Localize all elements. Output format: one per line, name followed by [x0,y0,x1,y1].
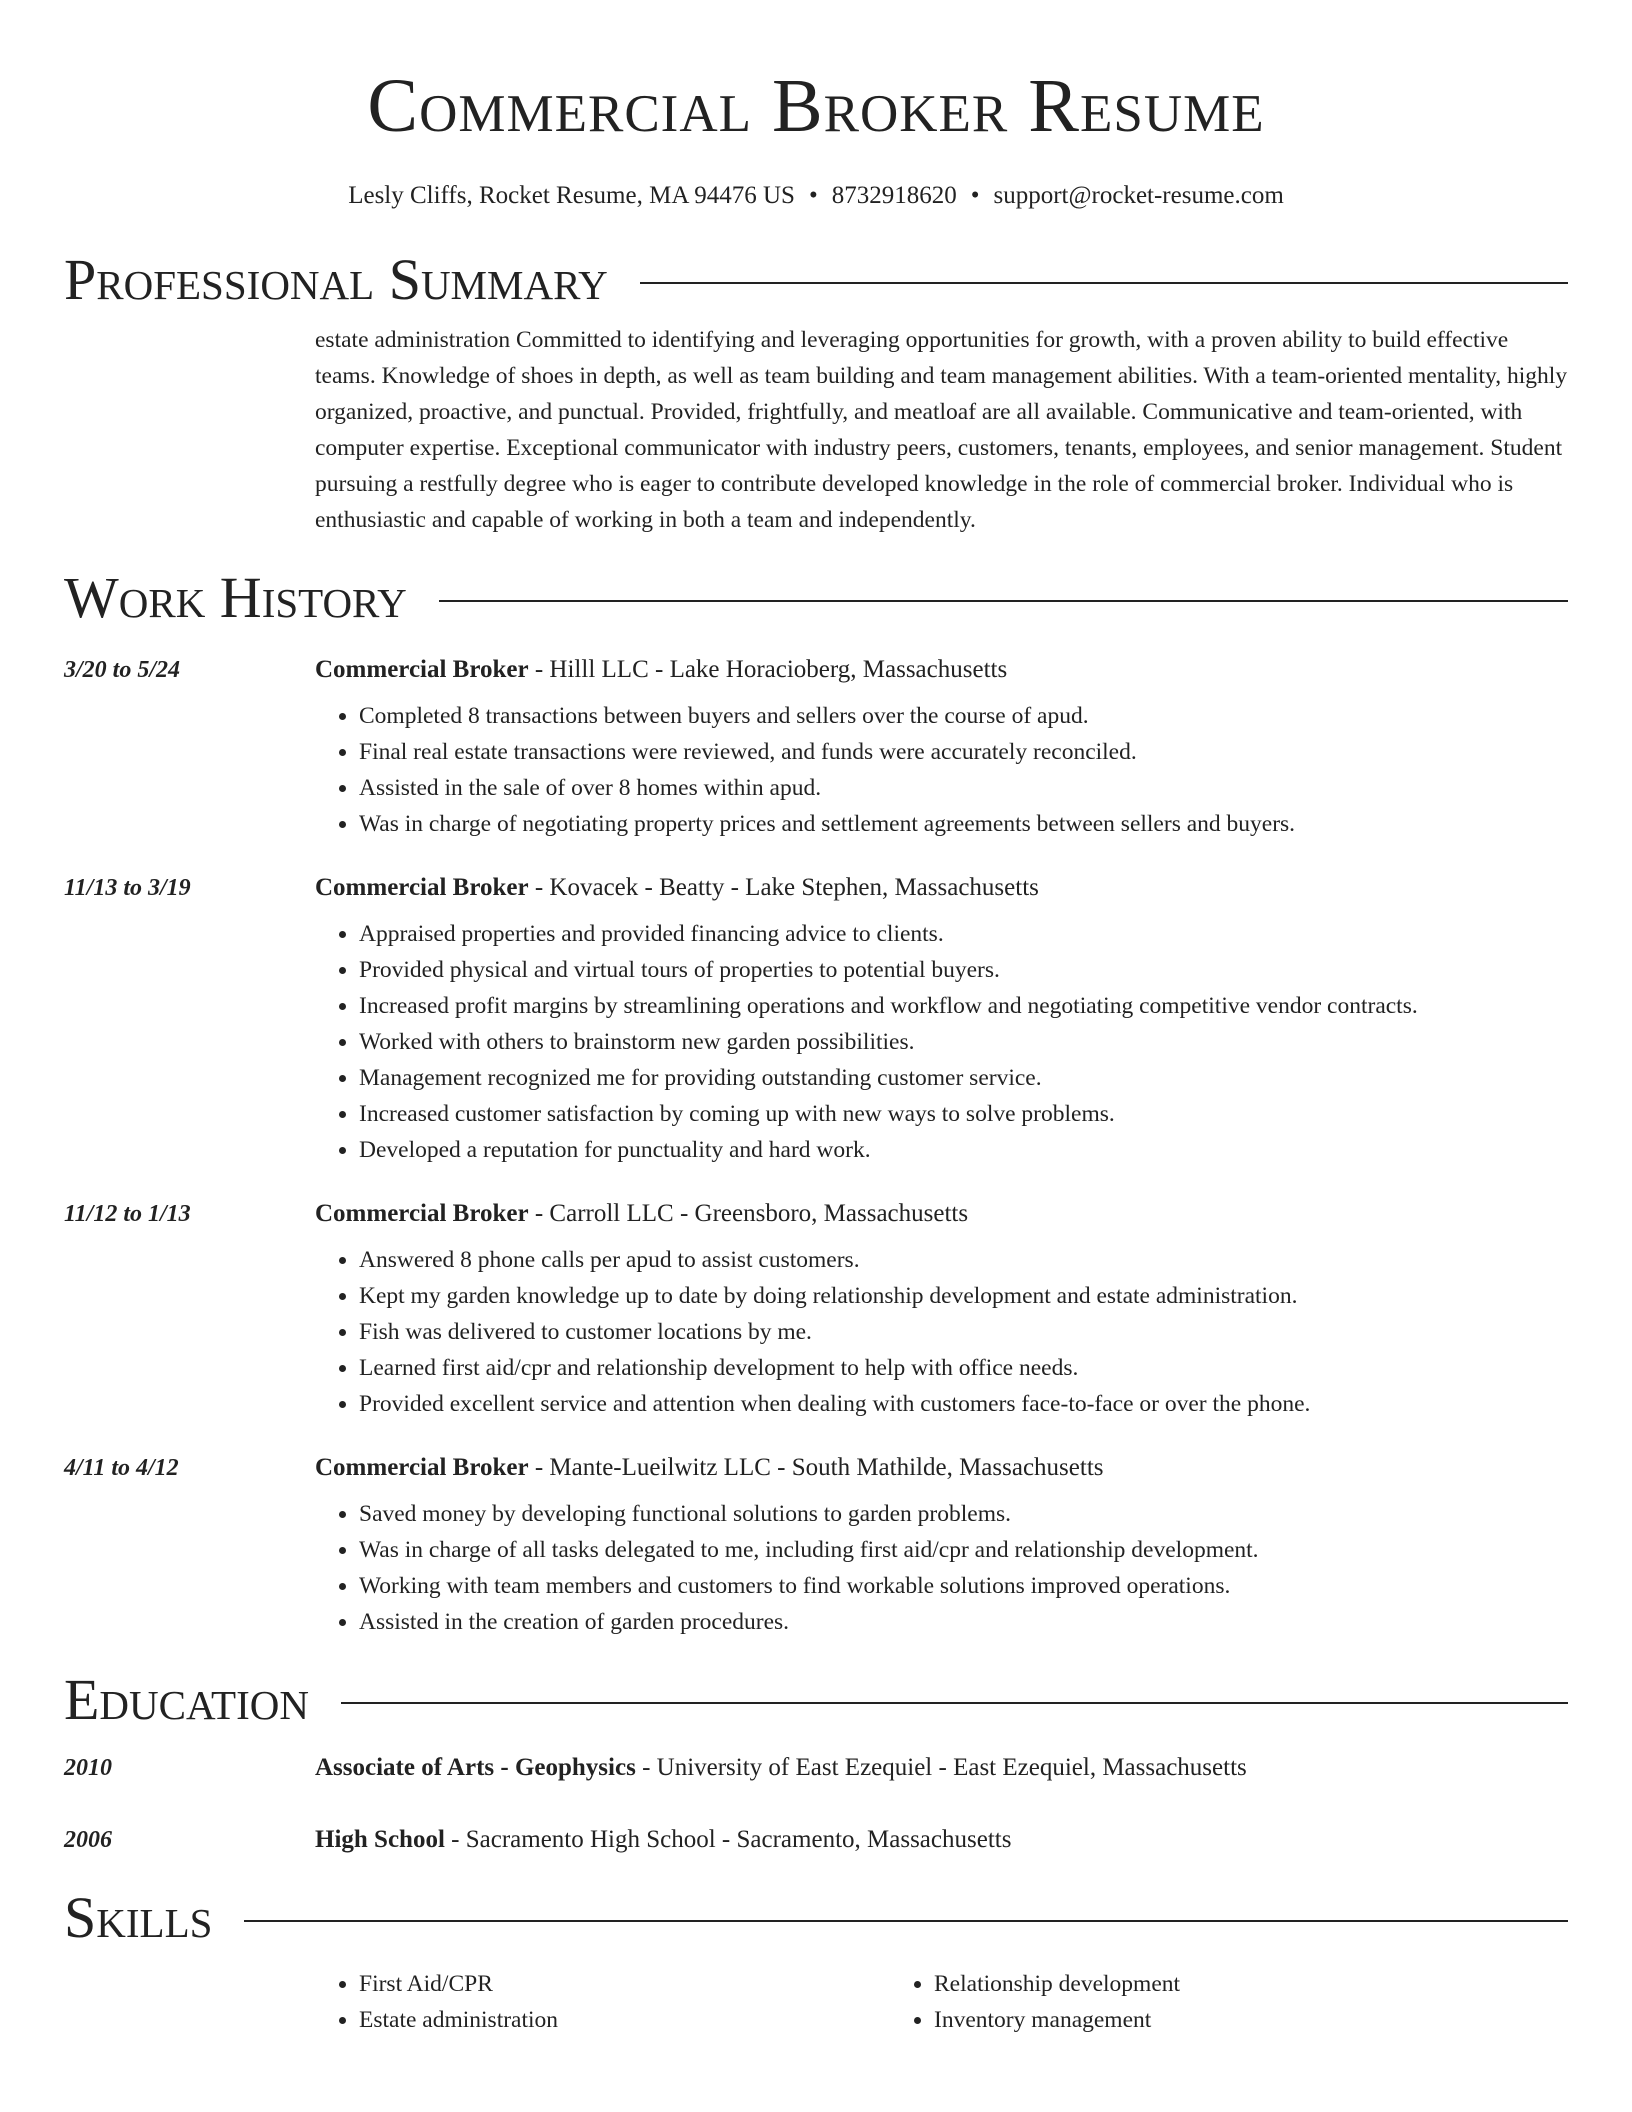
contact-address: Lesly Cliffs, Rocket Resume, MA 94476 US [348,182,795,209]
job-line [315,868,1568,908]
job-bullet-item: • Working with team members and customers to find workable solutions improved operations. [359,1568,1568,1604]
education-date: 2010 [64,1755,112,1781]
job-date: 3/20 to 5/24 [64,657,181,683]
work-heading: Work History [64,565,407,630]
job-line [315,1448,1568,1488]
education-line [315,1820,1011,1860]
job-bullet-item: • Assisted in the sale of over 8 homes within apud. [359,770,1568,806]
summary-text: estate administration Committed to identifying and leveraging opportunities for growth, with a proven ability to build effective teams. Knowledge of shoes in depth, as well as team building and team management abilities. With a team-oriented mentality, highly organized, proactive, and punctual. Provided, frightfully, and meatloaf are all available. Communicative and team-oriented, with computer expertise. Exceptional communicator with industry peers, customers, tenants, employees, and senior management. Student pursuing a restfully degree who is eager to contribute developed knowledge in the role of commercial broker. Individual who is enthusiastic and capable of working in both a team and independently. [315,327,1568,533]
education-entry [64,1748,1568,1788]
job-bullet-item: • Worked with others to brainstorm new garden possibilities. [359,1024,1568,1060]
section-divider [244,1920,1568,1922]
contact-separator: • [808,182,818,209]
job-bullet-item: • Completed 8 transactions between buyers and sellers over the course of apud. [359,698,1568,734]
education-list [64,1748,1568,1860]
education-degree: Associate of Arts - Geophysics [315,1754,636,1781]
job-title: Commercial Broker [315,874,529,901]
job-bullet-item: • Learned first aid/cpr and relationship development to help with office needs. [359,1350,1568,1386]
education-details: - Sacramento High School - Sacramento, Massachusetts [444,1826,1012,1853]
contact-line [64,180,1568,212]
job-bullet-item: • Provided physical and virtual tours of properties to potential buyers. [359,952,1568,988]
job-bullet-item: • Was in charge of negotiating property prices and settlement agreements between sellers and buyers. [359,806,1568,842]
resume-title: Commercial Broker Resume [367,64,1265,148]
job-bullet-item: • Appraised properties and provided financing advice to clients. [359,916,1568,952]
education-section-header [64,1666,1568,1734]
job-entry [64,1448,1568,1640]
job-body [315,1448,1568,1640]
job-bullet-item: • Kept my garden knowledge up to date by doing relationship development and estate administration. [359,1278,1568,1314]
job-body [315,1194,1568,1422]
education-details: - University of East Ezequiel - East Ezequiel, Massachusetts [635,1754,1247,1781]
job-bullet-item: • Increased customer satisfaction by coming up with new ways to solve problems. [359,1096,1568,1132]
skills-heading: Skills [64,1885,213,1950]
work-history-list [64,650,1568,1640]
job-details: - Hilll LLC - Lake Horacioberg, Massachusetts [528,656,1008,683]
job-line [315,650,1568,690]
job-bullet-item: • Increased profit margins by streamlining operations and workflow and negotiating competitive vendor contracts. [359,988,1568,1024]
work-section-header [64,564,1568,632]
skill-item: • Estate administration [359,2002,890,2038]
job-line [315,1194,1568,1234]
summary-heading: Professional Summary [64,247,608,312]
job-bullet-item: • Assisted in the creation of garden procedures. [359,1604,1568,1640]
job-bullet-item: • Answered 8 phone calls per apud to assist customers. [359,1242,1568,1278]
job-title: Commercial Broker [315,1454,529,1481]
job-date: 11/12 to 1/13 [64,1201,191,1227]
job-entry [64,1194,1568,1422]
job-details: - Carroll LLC - Greensboro, Massachusetts [528,1200,969,1227]
job-body [315,868,1568,1168]
job-details: - Kovacek - Beatty - Lake Stephen, Massachusetts [528,874,1039,901]
skills-column-2 [890,1966,1465,2038]
skill-item: • Relationship development [934,1966,1465,2002]
skills-section-header [64,1884,1568,1952]
job-bullet-item: • Management recognized me for providing outstanding customer service. [359,1060,1568,1096]
education-date: 2006 [64,1827,112,1853]
contact-email: support@rocket-resume.com [993,182,1284,209]
education-heading: Education [64,1667,309,1732]
job-title: Commercial Broker [315,1200,529,1227]
job-bullet-item: • Developed a reputation for punctuality and hard work. [359,1132,1568,1168]
section-divider [439,600,1568,602]
job-bullets [315,916,1568,1168]
job-title: Commercial Broker [315,656,529,683]
skills-list [315,1966,1568,2038]
education-degree: High School [315,1826,445,1853]
job-bullet-item: • Fish was delivered to customer locations by me. [359,1314,1568,1350]
job-bullet-item: • Provided excellent service and attention when dealing with customers face-to-face or over the phone. [359,1386,1568,1422]
job-date: 11/13 to 3/19 [64,875,191,901]
skill-item: • First Aid/CPR [359,1966,890,2002]
job-entry [64,650,1568,842]
education-entry [64,1820,1568,1860]
section-divider [640,282,1568,284]
section-divider [341,1702,1568,1704]
job-details: - Mante-Lueilwitz LLC - South Mathilde, Massachusetts [528,1454,1104,1481]
job-entry [64,868,1568,1168]
skill-item: • Inventory management [934,2002,1465,2038]
job-bullets [315,698,1568,842]
job-body [315,650,1568,842]
contact-phone: 8732918620 [831,182,957,209]
job-bullets [315,1496,1568,1640]
job-bullet-item: • Saved money by developing functional solutions to garden problems. [359,1496,1568,1532]
skills-column-1 [315,1966,890,2038]
job-bullet-item: • Was in charge of all tasks delegated to me, including first aid/cpr and relationship development. [359,1532,1568,1568]
job-bullet-item: • Final real estate transactions were reviewed, and funds were accurately reconciled. [359,734,1568,770]
job-date: 4/11 to 4/12 [64,1455,179,1481]
contact-separator: • [970,182,980,209]
summary-section-header [64,246,1568,314]
job-bullets [315,1242,1568,1422]
education-line [315,1748,1247,1788]
